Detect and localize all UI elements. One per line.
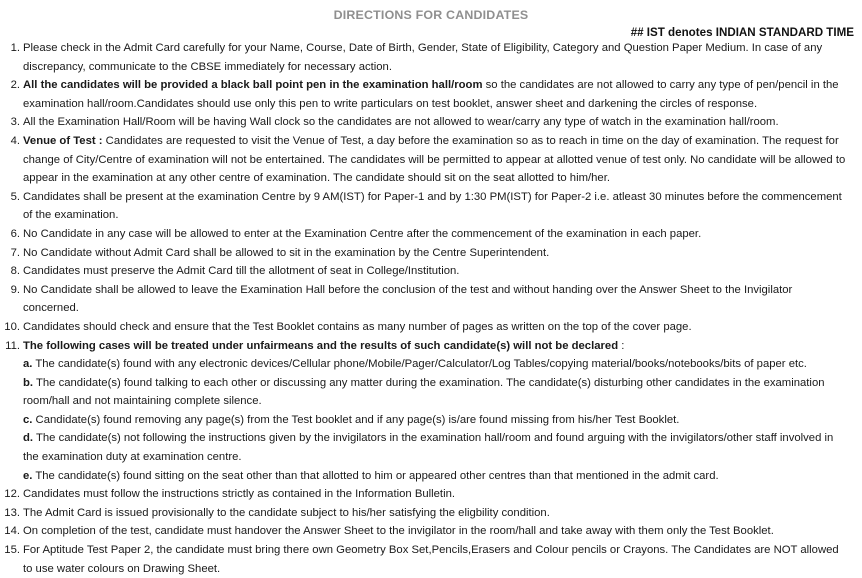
item-bold-text: The following cases will be treated under unfairmeans and the results of such candidate(s) will not be declared (23, 339, 619, 352)
list-item (6, 244, 848, 263)
item-text: For Aptitude Test Paper 2, the candidate must bring there own Geometry Box Set,Pencils,Erasers and Colour pencils or Crayons. The Candidates are NOT allowed to use water colours on Drawing Sheet. (23, 544, 839, 575)
item-number: 6. (10, 227, 20, 240)
list-item (6, 132, 848, 188)
item-text: No Candidate without Admit Card shall be allowed to sit in the examination by the Centre Superintendent. (23, 246, 550, 259)
item-number: 11. (5, 339, 20, 352)
item-number: 7. (10, 246, 20, 259)
ist-note: ## IST denotes INDIAN STANDARD TIME (630, 26, 854, 39)
sub-item (6, 467, 848, 486)
sub-item (6, 411, 848, 430)
item-text: : (618, 339, 625, 352)
sub-item-letter: b. (23, 376, 34, 389)
sub-item-letter: c. (23, 413, 33, 426)
item-text: The candidate(s) not following the instructions given by the invigilators in the examination hall/room and found arguing with the invigilators/other staff involved in the examination duty at examination centre. (23, 432, 834, 464)
item-text: The candidate(s) found talking to each other or discussing any matter during the examination. The candidate(s) disturbing other candidates in the examination room/hall and not maintaining complete silence. (23, 376, 825, 408)
item-text: The candidate(s) found with any electronic devices/Cellular phone/Mobile/Pager/Calculator/Log Tables/copying material/books/notebooks/bits of paper etc. (32, 358, 807, 371)
item-text: Candidates must follow the instructions strictly as contained in the Information Bulletin. (23, 488, 456, 501)
item-text: All the Examination Hall/Room will be having Wall clock so the candidates are not allowed to wear/carry any type of watch in the examination hall/room. (23, 116, 779, 129)
page-title: DIRECTIONS FOR CANDIDATES (333, 8, 529, 22)
list-item (6, 39, 848, 76)
item-bold-text: All the candidates will be provided a black ball point pen in the examination hall/room (23, 79, 483, 92)
item-number: 4. (10, 134, 20, 147)
sub-item (6, 355, 848, 374)
list-item (6, 485, 848, 504)
list-item (6, 113, 848, 132)
item-text: The Admit Card is issued provisionally to the candidate subject to his/her satisfying the eligbility condition. (23, 506, 550, 519)
directions-list (6, 39, 848, 578)
list-item (6, 188, 848, 225)
item-number: 3. (10, 116, 20, 129)
sub-item-letter: d. (23, 432, 34, 445)
list-item (6, 337, 848, 356)
sub-item (6, 374, 848, 411)
item-text: Candidates should check and ensure that the Test Booklet contains as many number of pages as written on the top of the cover page. (23, 320, 692, 333)
item-number: 15. (4, 544, 20, 557)
item-text: so the candidates are not allowed to carry any type of pen/pencil in the examination hall/room.Candidates should use only this pen to write particulars on test booklet, answer sheet and darkening the circles of response. (23, 79, 839, 110)
list-item (6, 225, 848, 244)
item-number: 1. (10, 42, 20, 54)
item-text: Candidates must preserve the Admit Card till the allotment of seat in College/Institution. (23, 265, 460, 278)
sub-item-letter: a. (23, 358, 33, 371)
item-number: 2. (10, 79, 20, 92)
item-text: On completion of the test, candidate must handover the Answer Sheet to the invigilator in the room/hall and take away with them only the Test Booklet. (23, 525, 774, 538)
item-text: Please check in the Admit Card carefully for your Name, Course, Date of Birth, Gender, State of Eligibility, Category and Question Paper Medium. In case of any discrepancy, communicate to the CBSE immediately for necessary action. (23, 42, 823, 73)
list-item (6, 541, 848, 578)
item-number: 13. (4, 506, 20, 519)
item-number: 12. (4, 488, 20, 501)
item-number: 9. (10, 283, 20, 296)
item-number: 14. (4, 525, 20, 538)
item-number: 8. (10, 265, 20, 278)
list-item (6, 318, 848, 337)
item-text: Candidates are requested to visit the Venue of Test, a day before the examination so as to reach in time on the day of examination. The request for change of City/Centre of examination will not be entertained. The candidates will be permitted to appear at allotted venue of test only. No candidate will be allowed to appear in the examination at any other centre of examination. The candidate should sit on the seat allotted to him/her. (23, 134, 846, 185)
list-item (6, 504, 848, 523)
sub-item-letter: e. (23, 469, 33, 482)
list-item (6, 76, 848, 113)
item-text: No Candidate in any case will be allowed to enter at the Examination Centre after the commencement of the examination in each paper. (23, 227, 702, 240)
item-number: 10. (4, 320, 20, 333)
list-item (6, 262, 848, 281)
list-item (6, 522, 848, 541)
list-item (6, 281, 848, 318)
item-text: No Candidate shall be allowed to leave the Examination Hall before the conclusion of the test and without handing over the Answer Sheet to the Invigilator concerned. (23, 283, 793, 315)
item-number: 5. (10, 190, 20, 203)
item-text: Candidates shall be present at the examination Centre by 9 AM(IST) for Paper-1 and by 1:30 PM(IST) for Paper-2 i.e. atleast 30 minutes before the commencement of the examination. (23, 190, 842, 222)
item-text: Candidate(s) found removing any page(s) from the Test booklet and if any page(s) is/are found missing from his/her Test Booklet. (32, 413, 680, 426)
item-text: The candidate(s) found sitting on the seat other than that allotted to him or appeared other centres than that mentioned in the admit card. (32, 469, 719, 482)
item-bold-text: Venue of Test : (23, 134, 103, 147)
sub-item (6, 429, 848, 466)
